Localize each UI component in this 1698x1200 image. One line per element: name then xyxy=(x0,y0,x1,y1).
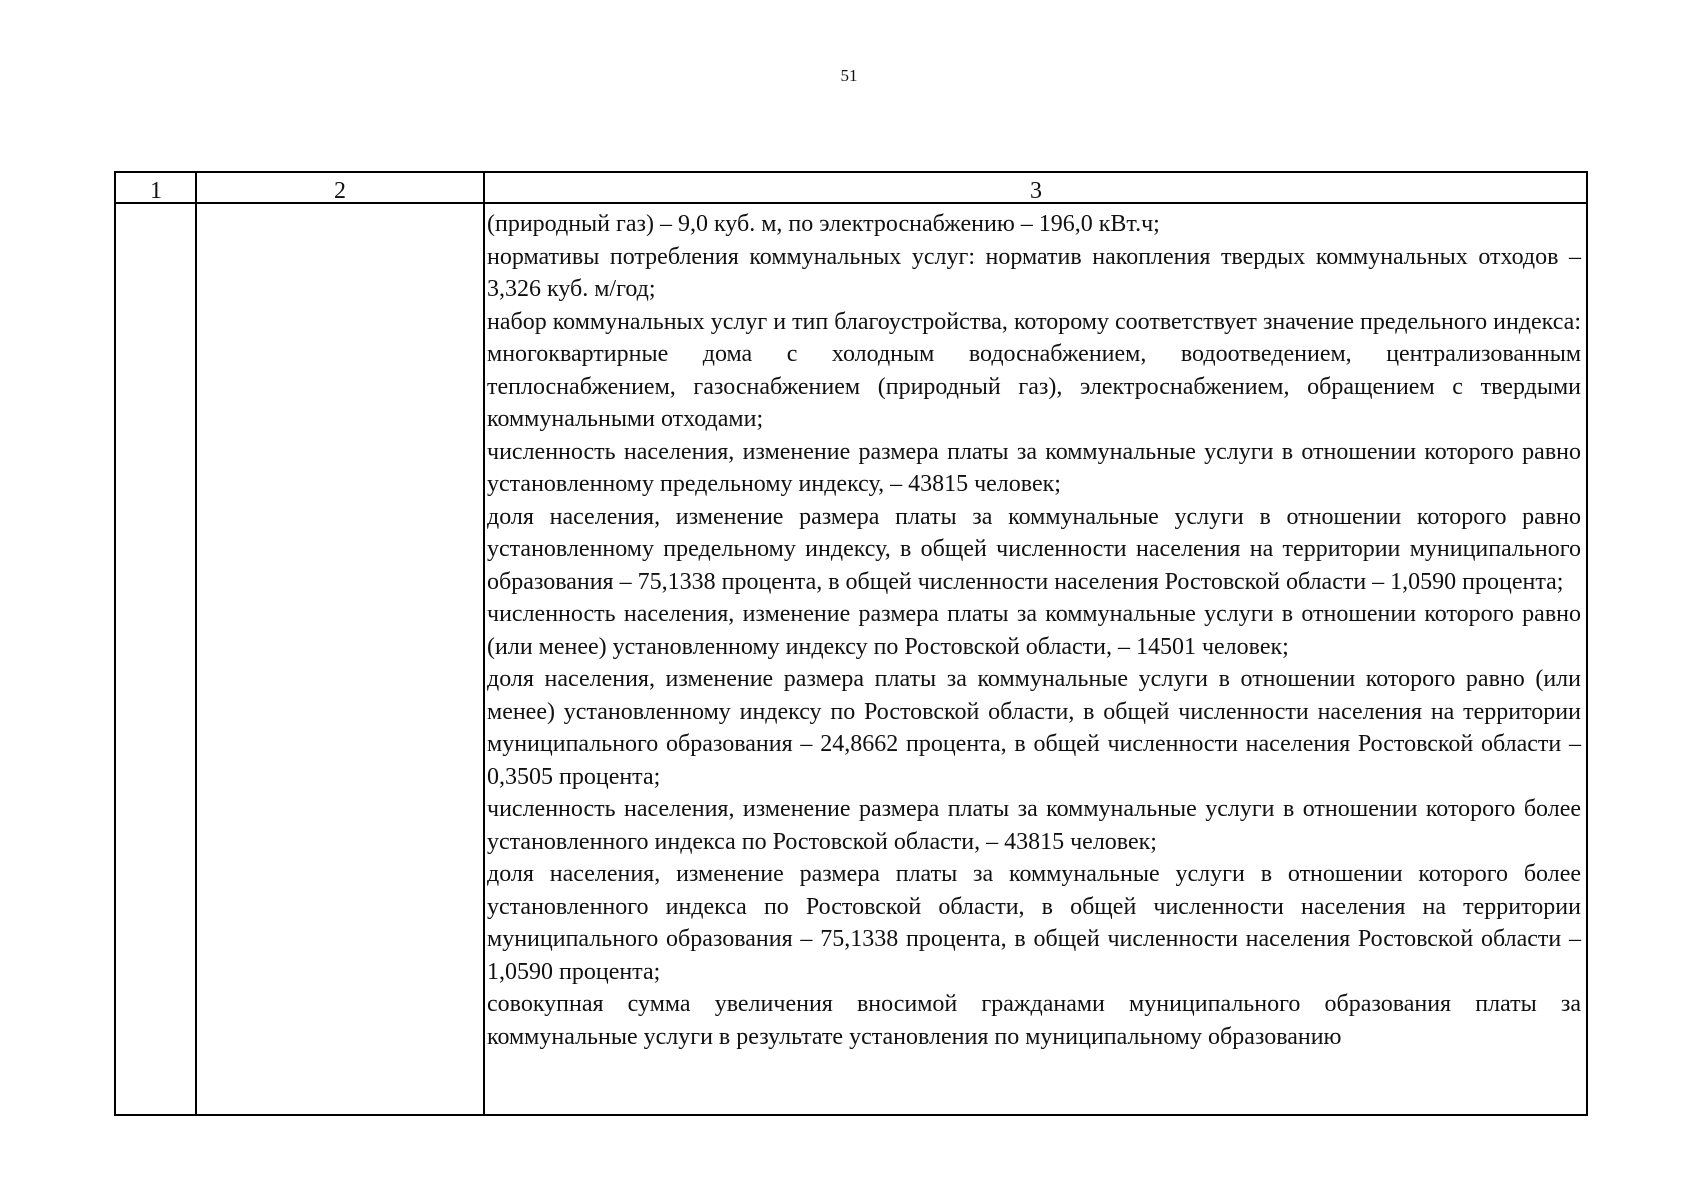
column-divider-1 xyxy=(195,173,197,1114)
paragraph: доля населения, изменение размера платы за коммунальные услуги в отношении которого равно установленному предельному индексу, в общей численности населения на территории муниципального образования – 75,1338 процента, в общей численности населения Ростовской области – 1,0590 процента; xyxy=(487,503,1581,595)
paragraph: совокупная сумма увеличения вносимой гражданами муниципального образования платы за коммунальные услуги в результате установления по муниципальному образованию xyxy=(487,991,1581,1050)
column-3-text-cell xyxy=(487,208,1581,1053)
paragraph: численность населения, изменение размера платы за коммунальные услуги в отношении которого равно установленному предельному индексу, – 43815 человек; xyxy=(487,438,1581,497)
column-header-3: 3 xyxy=(1030,178,1042,204)
paragraph: набор коммунальных услуг и тип благоустройства, которому соответствует значение предельного индекса: многоквартирные дома с холодным водоснабжением, водоотведением, централизованным теплоснабжением, газоснабжением (природный газ), электроснабжением, обращением с твердыми коммунальными отходами; xyxy=(487,308,1581,432)
document-table xyxy=(114,171,1588,1116)
table-header-row xyxy=(116,173,1586,204)
column-header-2: 2 xyxy=(334,178,346,204)
column-divider-2 xyxy=(483,173,485,1114)
page-number: 51 xyxy=(840,66,858,85)
paragraph: доля населения, изменение размера платы за коммунальные услуги в отношении которого равно (или менее) установленному индексу по Ростовской области, в общей численности населения на территории муниципального образования – 24,8662 процента, в общей численности населения Ростовской области – 0,3505 процента; xyxy=(487,666,1581,790)
paragraph: нормативы потребления коммунальных услуг: норматив накопления твердых коммунальных отходов – 3,326 куб. м/год; xyxy=(487,243,1581,302)
column-header-1: 1 xyxy=(150,178,162,204)
paragraph: доля населения, изменение размера платы за коммунальные услуги в отношении которого более установленного индекса по Ростовской области, в общей численности населения на территории муниципального образования – 75,1338 процента, в общей численности населения Ростовской области – 1,0590 процента; xyxy=(487,861,1581,985)
paragraph: численность населения, изменение размера платы за коммунальные услуги в отношении которого равно (или менее) установленному индексу по Ростовской области, – 14501 человек; xyxy=(487,601,1581,660)
paragraph: численность населения, изменение размера платы за коммунальные услуги в отношении которого более установленного индекса по Ростовской области, – 43815 человек; xyxy=(487,796,1581,855)
paragraph: (природный газ) – 9,0 куб. м, по электроснабжению – 196,0 кВт.ч; xyxy=(487,211,1160,237)
